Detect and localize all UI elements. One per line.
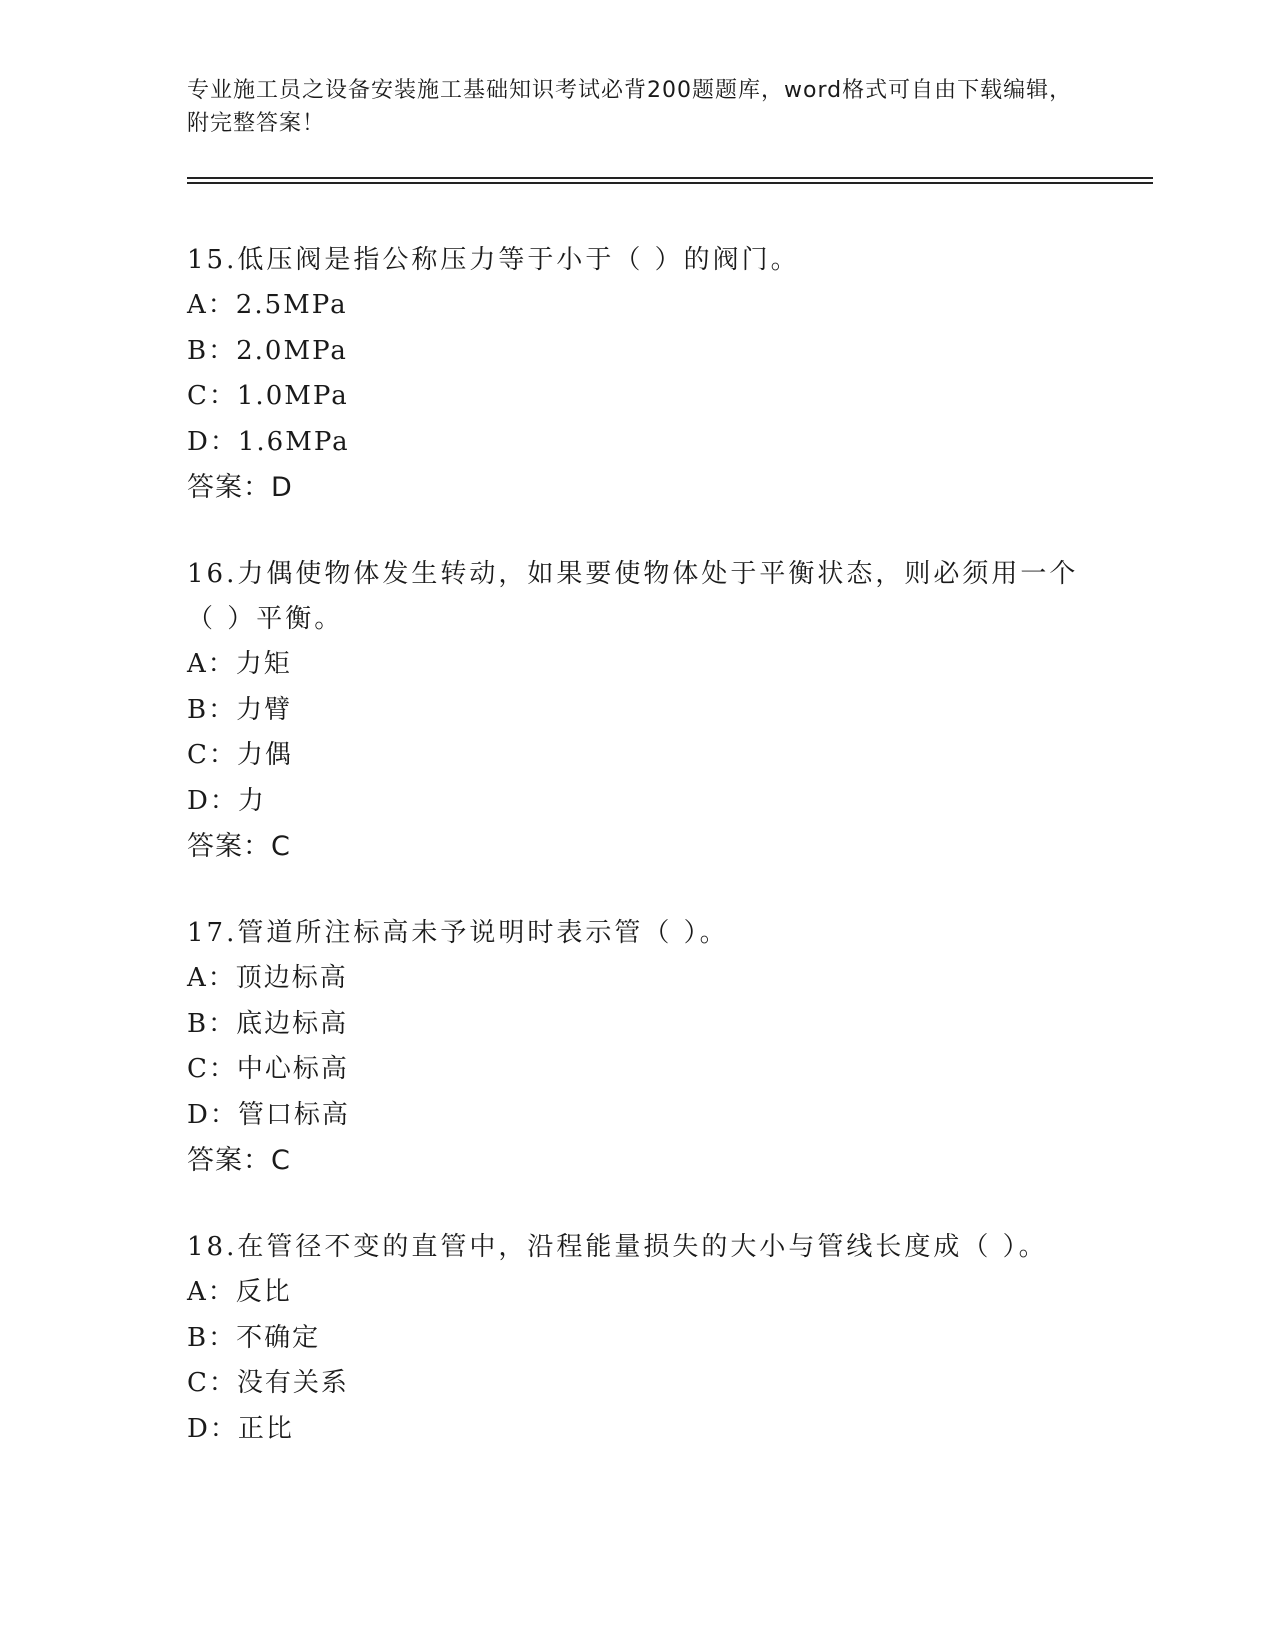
option-c: C：力偶	[187, 740, 293, 770]
option-a: A：2.5MPa	[187, 290, 348, 320]
question-18	[187, 1225, 1087, 1452]
option-d: D：正比	[187, 1413, 294, 1444]
question-stem: 17.管道所注标高未予说明时表示管（ ）。	[187, 918, 729, 948]
spacer	[187, 510, 1087, 552]
option-a: A：反比	[187, 1277, 292, 1307]
question-17	[187, 911, 1087, 1183]
header-divider-top	[187, 177, 1153, 179]
header-divider-bottom	[187, 182, 1153, 184]
option-d: D：力	[187, 785, 266, 816]
question-list	[187, 238, 1087, 1452]
answer: 答案：C	[187, 1145, 291, 1176]
option-b: B：底边标高	[187, 1008, 349, 1039]
spacer	[187, 869, 1087, 911]
spacer	[187, 1183, 1087, 1225]
option-b: B：不确定	[187, 1322, 321, 1353]
document-header: 专业施工员之设备安装施工基础知识考试必背200题题库，word格式可自由下载编辑，附完整答案！	[187, 78, 1073, 136]
option-b: B：2.0MPa	[187, 335, 348, 366]
option-a: A：力矩	[187, 649, 292, 679]
answer: 答案：C	[187, 831, 291, 862]
option-d: D：1.6MPa	[187, 426, 350, 457]
question-stem: 18.在管径不变的直管中，沿程能量损失的大小与管线长度成（ ）。	[187, 1232, 1048, 1262]
question-stem: 16.力偶使物体发生转动，如果要使物体处于平衡状态，则必须用一个（ ）平衡。	[187, 559, 1079, 634]
question-15	[187, 238, 1087, 510]
question-16	[187, 552, 1087, 869]
option-c: C：1.0MPa	[187, 381, 349, 411]
option-b: B：力臂	[187, 694, 293, 725]
option-c: C：中心标高	[187, 1054, 349, 1084]
option-c: C：没有关系	[187, 1368, 349, 1398]
option-a: A：顶边标高	[187, 963, 348, 993]
answer: 答案：D	[187, 472, 293, 503]
option-d: D：管口标高	[187, 1099, 350, 1130]
question-stem: 15.低压阀是指公称压力等于小于（ ）的阀门。	[187, 245, 800, 275]
